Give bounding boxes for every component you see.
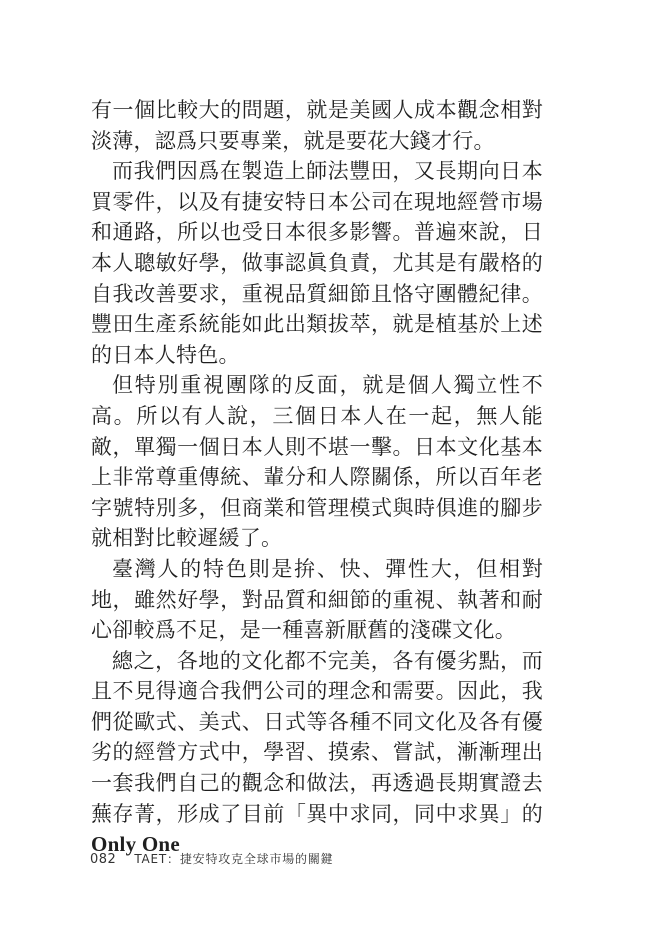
paragraph-1: 有一個比較大的問題，就是美國人成本觀念相對淡薄，認爲只要專業，就是要花大錢才行。 (91, 98, 543, 153)
page-footer (90, 850, 333, 867)
running-title: TAET：捷安特攻克全球市場的關鍵 (134, 852, 334, 866)
paragraph-5 (91, 646, 543, 860)
emphasis-only-one: Only One (91, 832, 180, 857)
paragraph-5-text: 總之，各地的文化都不完美，各有優劣點，而且不見得適合我們公司的理念和需要。因此，我們從歐式、美式、日式等各種不同文化及各有優劣的經營方式中，學習、摸索、嘗試，漸漸理出一套我們自己的觀念和做法，再透過長期實證去蕪存菁，形成了目前「異中求同，同中求異」的 (91, 648, 543, 826)
page-body (91, 95, 543, 860)
page-number: 082 (90, 852, 117, 867)
paragraph-4: 臺灣人的特色則是拚、快、彈性大，但相對地，雖然好學，對品質和細節的重視、執著和耐心卻較爲不足，是一種喜新厭舊的淺碟文化。 (91, 556, 543, 643)
paragraph-3: 但特別重視團隊的反面，就是個人獨立性不高。所以有人說，三個日本人在一起，無人能敵，單獨一個日本人則不堪一擊。日本文化基本上非常尊重傳統、輩分和人際關係，所以百年老字號特別多，但商業和管理模式與時俱進的腳步就相對比較遲緩了。 (91, 373, 543, 551)
paragraph-2: 而我們因爲在製造上師法豐田，又長期向日本買零件，以及有捷安特日本公司在現地經營市場和通路，所以也受日本很多影響。普遍來說，日本人聰敏好學，做事認眞負責，尤其是有嚴格的自我改善要求，重視品質細節且恪守團體紀律。豐田生產系統能如此出類拔萃，就是植基於上述的日本人特色。 (91, 159, 543, 367)
